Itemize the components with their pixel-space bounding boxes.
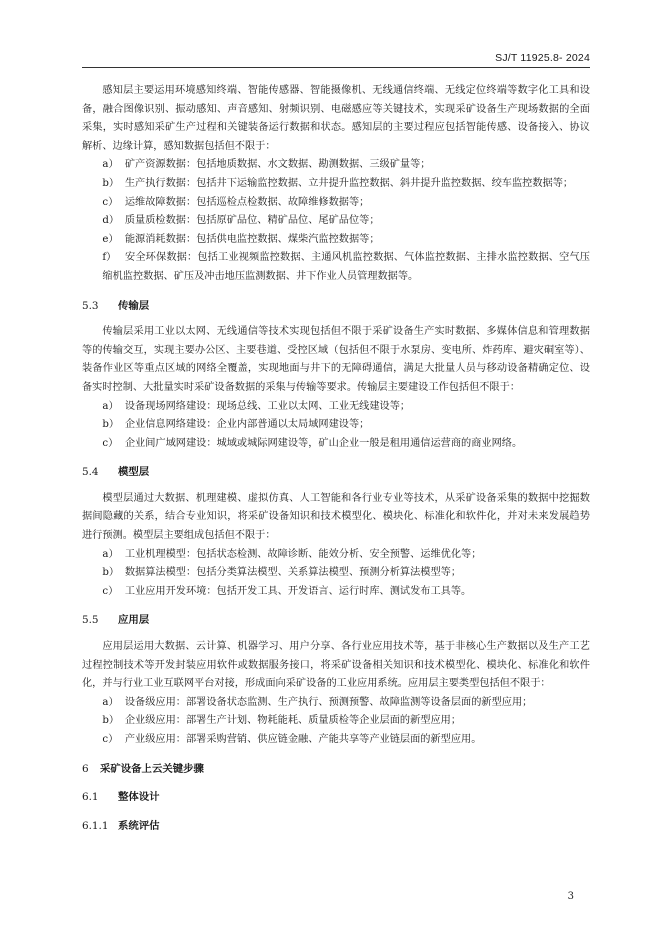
model-layer-paragraph: 模型层通过大数据、机理建模、虚拟仿真、人工智能和各行业专业等技术，从采矿设备采集的数据中挖掘数据间隐藏的关系，结合专业知识，将采矿设备知识和技术模型化、模块化、标准化和软件化，并对未来发展趋势进行预测。模型层主要组成包括但不限于： xyxy=(82,492,590,542)
section-heading-6-1: 6.1 整体设计 xyxy=(82,791,160,804)
page-content xyxy=(82,82,590,843)
list-item: b） 企业级应用：部署生产计划、物耗能耗、质量质检等企业层面的新型应用； xyxy=(102,715,462,727)
section-heading-6: 6 采矿设备上云关键步骤 xyxy=(82,762,204,775)
list-item: e） 能源消耗数据：包括供电监控数据、煤柴汽监控数据等； xyxy=(102,233,380,245)
list-item: a） 工业机理模型：包括状态检测、故障诊断、能效分析、安全预警、运维优化等； xyxy=(102,548,482,560)
page-number: 3 xyxy=(567,891,574,902)
list-item: a） 矿产资源数据：包括地质数据、水文数据、勘测数据、三级矿量等； xyxy=(102,159,431,171)
list-item: b） 数据算法模型：包括分类算法模型、关系算法模型、预测分析算法模型等； xyxy=(102,567,462,579)
list-item: d） 质量质检数据：包括原矿品位、精矿品位、尾矿品位等； xyxy=(102,215,380,227)
list-item: a） 设备级应用：部署设备状态监测、生产执行、预测预警、故障监测等设备层面的新型应用； xyxy=(102,696,533,708)
list-item: b） 生产执行数据：包括井下运输监控数据、立井提升监控数据、斜井提升监控数据、绞车监控数据等； xyxy=(102,177,574,189)
list-item: c） 工业应用开发环境：包括开发工具、开发语言、运行时库、测试发布工具等。 xyxy=(102,585,472,597)
section-heading-6-1-1: 6.1.1 系统评估 xyxy=(82,819,160,832)
section-heading-5-4: 5.4 模型层 xyxy=(82,466,150,479)
standard-number: SJ/T 11925.8- 2024 xyxy=(495,52,590,64)
list-item: c） 产业级应用：部署采购营销、供应链金融、产能共享等产业链层面的新型应用。 xyxy=(102,734,482,745)
section-heading-5-5: 5.5 应用层 xyxy=(82,614,150,627)
perception-layer-paragraph: 感知层主要运用环境感知终端、智能传感器、智能摄像机、无线通信终端、无线定位终端等数字化工具和设备，融合图像识别、振动感知、声音感知、射频识别、电磁感应等关键技术，实现采矿设备生产现场数据的全面采集，实时感知采矿生产过程和关键装备运行数据和状态。感知层的主要过程应包括智能传感、设备接入、协议解析、边缘计算，感知数据包括但不限于： xyxy=(82,85,590,152)
list-item: f） 安全环保数据：包括工业视频监控数据、主通风机监控数据、气体监控数据、主排水监控数据、空气压缩机监控数据、矿压及冲击地压监测数据、井下作业人员管理数据等。 xyxy=(102,252,590,282)
list-item: a） 设备现场网络建设：现场总线、工业以太网、工业无线建设等； xyxy=(102,400,411,412)
section-heading-5-3: 5.3 传输层 xyxy=(82,299,150,312)
transport-layer-paragraph: 传输层采用工业以太网、无线通信等技术实现包括但不限于采矿设备生产实时数据、多媒体信息和管理数据等的传输交互，实现主要办公区、主要巷道、受控区域（包括但不限于水泵房、变电所、炸药库、避灾硐室等）、装备作业区等重点区域的网络全覆盖，实现地面与井下的无障碍通信，满足大批量人员与移动设备精确定位、设备实时控制、大批量实时采矿设备数据的采集与传输等要求。传输层主要建设工作包括但不限于： xyxy=(82,326,590,393)
header-rule xyxy=(82,67,590,68)
list-item: b） 企业信息网络建设：企业内部普通以太局域网建设等； xyxy=(102,419,370,431)
list-item: c） 运维故障数据：包括巡检点检数据、故障维修数据等； xyxy=(102,196,370,208)
list-item: c） 企业间广域网建设：城域或城际网建设等，矿山企业一般是租用通信运营商的商业网络。 xyxy=(102,437,523,449)
application-layer-paragraph: 应用层运用大数据、云计算、机器学习、用户分享、各行业应用技术等，基于非核心生产数据以及生产工艺过程控制技术等开发封装应用软件或数据服务接口，将采矿设备相关知识和技术模型化、模块化、标准化和软件化，并与行业工业互联网平台对接，形成面向采矿设备的工业应用系统。应用层主要类型包括但不限于： xyxy=(82,641,590,690)
